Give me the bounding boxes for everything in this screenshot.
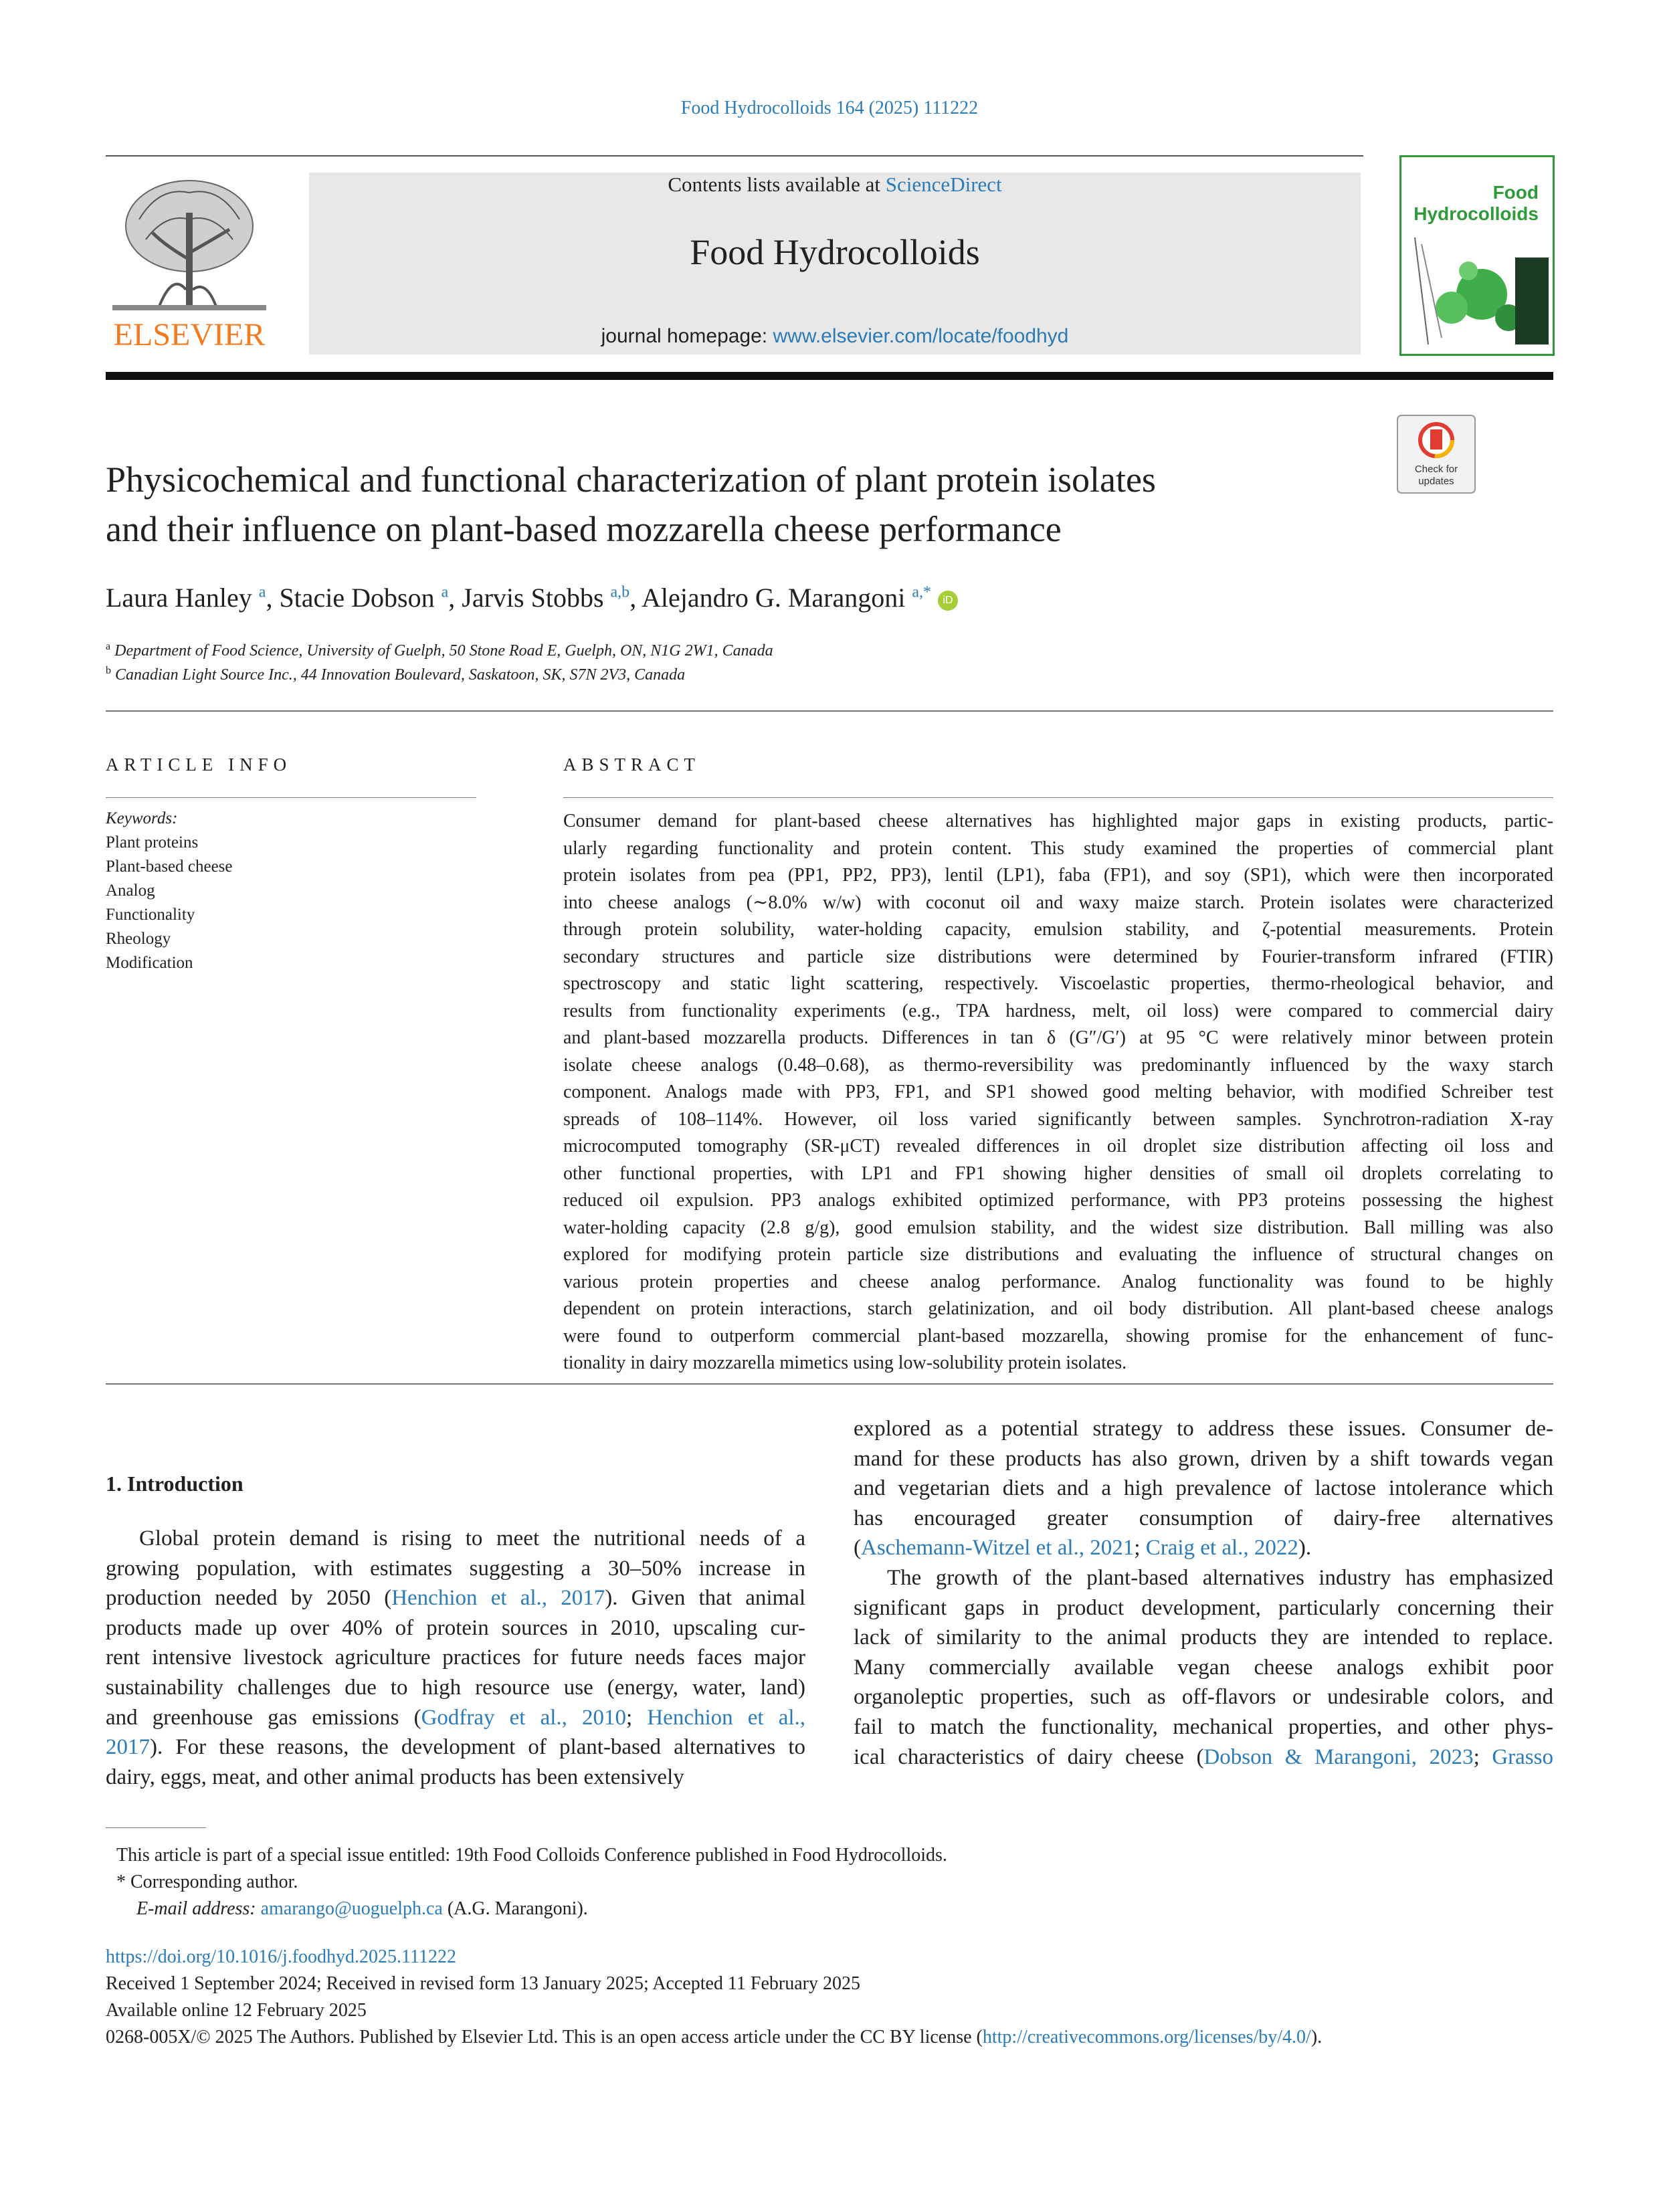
footnote-rule — [106, 1827, 206, 1828]
article-title-line: and their influence on plant-based mozzarella cheese performance — [106, 509, 1062, 549]
citation-link[interactable]: Godfray et al., 2010 — [421, 1705, 627, 1730]
body-text: ; — [1134, 1536, 1146, 1561]
journal-homepage-line — [309, 325, 1361, 348]
abstract-line: isolate cheese analogs (0.48–0.68), as thermo-reversibility was predominantly influenced by the waxy starch — [563, 1054, 1553, 1076]
section-heading-introduction: 1. Introduction — [106, 1472, 243, 1496]
journal-citation[interactable]: Food Hydrocolloids 164 (2025) 111222 — [680, 98, 979, 118]
body-line — [106, 1643, 805, 1673]
abstract-line: dependent on protein interactions, starch gelatinization, and oil body distribution. All plant-based cheese analogs — [563, 1298, 1553, 1319]
check-for-updates-badge[interactable] — [1397, 415, 1476, 494]
author-name[interactable]: Alejandro G. Marangoni — [641, 583, 906, 613]
body-text: explored as a potential strategy to address these issues. Consumer de- — [854, 1417, 1553, 1441]
body-text: mand for these products has also grown, driven by a shift towards vegan — [854, 1446, 1553, 1471]
contents-prefix: Contents lists available at — [668, 173, 886, 196]
abstract-line: other functional properties, with LP1 and FP1 showing higher densities of small oil droplets correlating to — [563, 1163, 1553, 1184]
crossmark-text-line2: updates — [1418, 476, 1454, 487]
abstract-line: tionality in dairy mozzarella mimetics using low-solubility protein isolates. — [563, 1352, 1127, 1373]
doi-link[interactable]: https://doi.org/10.1016/j.foodhyd.2025.111222 — [106, 1946, 456, 1967]
abstract-heading: ABSTRACT — [563, 755, 701, 775]
email-link[interactable]: amarango@uoguelph.ca — [260, 1898, 443, 1919]
body-line — [106, 1613, 805, 1643]
body-text: sustainability challenges due to high resource use (energy, water, land) — [106, 1675, 805, 1700]
body-line — [854, 1593, 1553, 1623]
body-text: lack of similarity to the animal products they are intended to replace. — [854, 1625, 1553, 1650]
body-line — [106, 1583, 805, 1613]
homepage-prefix: journal homepage: — [601, 325, 773, 347]
author-affiliation-mark[interactable]: a,b — [610, 583, 630, 601]
cover-title-line1: Food — [1492, 182, 1539, 203]
abstract-line: were found to outperform commercial plant-based mozzarella, showing promise for the enhancement of func- — [563, 1325, 1553, 1346]
body-column-right — [854, 1414, 1553, 1772]
body-text: ical characteristics of dairy cheese ( — [854, 1744, 1204, 1769]
body-text: ). For these reasons, the development of plant-based alternatives to — [150, 1735, 805, 1760]
contents-line — [309, 173, 1361, 197]
keyword: Plant proteins — [106, 833, 199, 851]
keyword: Plant-based cheese — [106, 858, 233, 876]
body-line — [854, 1712, 1553, 1742]
body-line — [106, 1703, 805, 1733]
body-text: production needed by 2050 ( — [106, 1586, 392, 1611]
license-link[interactable]: http://creativecommons.org/licenses/by/4.0/ — [982, 2027, 1311, 2047]
homepage-link[interactable]: www.elsevier.com/locate/foodhyd — [773, 325, 1069, 347]
sciencedirect-link[interactable]: ScienceDirect — [885, 173, 1002, 196]
body-line — [854, 1682, 1553, 1712]
keyword: Modification — [106, 954, 193, 972]
divider — [106, 1383, 1553, 1385]
body-line — [106, 1732, 805, 1763]
author-separator: , — [266, 583, 280, 613]
keywords-label: Keywords: — [106, 809, 178, 827]
body-line — [106, 1673, 805, 1703]
body-text: has encouraged greater consumption of dairy-free alternatives — [854, 1506, 1553, 1530]
copyright-text: 0268-005X/© 2025 The Authors. Published by Elsevier Ltd. This is an open access article under the CC BY license ( — [106, 2027, 983, 2047]
abstract-line: water-holding capacity (2.8 g/g), good emulsion stability, and the widest size distribution. Ball milling was also — [563, 1217, 1553, 1238]
abstract-line: reduced oil expulsion. PP3 analogs exhibited optimized performance, with PP3 proteins possessing the highest — [563, 1190, 1553, 1211]
body-line — [854, 1474, 1553, 1504]
author-name[interactable]: Stacie Dobson — [279, 583, 435, 613]
header-rule — [106, 155, 1363, 157]
body-text: Many commercially available vegan cheese analogs exhibit poor — [854, 1655, 1553, 1680]
copyright-line — [106, 2027, 1557, 2048]
body-line — [854, 1444, 1553, 1474]
body-line — [854, 1742, 1553, 1773]
abstract-body — [563, 808, 1553, 1377]
citation-link[interactable]: Henchion et al., 2017 — [391, 1586, 605, 1611]
article-title — [106, 455, 1377, 554]
citation-link[interactable]: Grasso — [1492, 1744, 1553, 1769]
abstract-line: Consumer demand for plant-based cheese alternatives has highlighted major gaps in existing products, partic- — [563, 811, 1553, 831]
abstract-line: spreads of 108–114%. However, oil loss varied significantly between samples. Synchrotron-radiation X-ray — [563, 1108, 1553, 1130]
body-line — [854, 1623, 1553, 1653]
affiliation-mark: b — [106, 665, 111, 676]
article-info-heading: ARTICLE INFO — [106, 755, 292, 775]
author-affiliation-mark[interactable]: a,* — [912, 583, 931, 601]
body-text: growing population, with estimates suggesting a 30–50% increase in — [106, 1556, 805, 1581]
citation-link[interactable]: Craig et al., 2022 — [1145, 1536, 1298, 1561]
body-text: The growth of the plant-based alternatives industry has emphasized — [887, 1565, 1553, 1590]
abstract-line: through protein solubility, water-holding capacity, emulsion stability, and ζ-potential measurements. Protein — [563, 919, 1553, 940]
abstract-line: results from functionality experiments (e.g., TPA hardness, melt, oil loss) were compared to commercial dairy — [563, 1000, 1553, 1021]
author-separator: , — [448, 583, 462, 613]
body-text: organoleptic properties, such as off-flavors or undesirable colors, and — [854, 1685, 1553, 1710]
orcid-icon[interactable]: iD — [938, 591, 958, 611]
abstract-line: secondary structures and particle size distributions were determined by Fourier-transform infrared (FTIR) — [563, 946, 1553, 967]
author-list — [106, 582, 1377, 613]
citation-link[interactable]: Aschemann-Witzel et al., 2021 — [861, 1536, 1135, 1561]
abstract-line: ularly regarding functionality and protein content. This study examined the properties of commercial plant — [563, 837, 1553, 859]
journal-cover[interactable] — [1399, 155, 1555, 356]
abstract-line: spectroscopy and static light scattering, respectively. Viscoelastic properties, thermo-rheological behavior, and — [563, 973, 1553, 994]
citation-link[interactable]: 2017 — [106, 1735, 150, 1760]
divider — [106, 797, 476, 798]
author-name[interactable]: Jarvis Stobbs — [462, 583, 604, 613]
email-line — [136, 1898, 588, 1920]
affiliation-text: Department of Food Science, University of Guelph, 50 Stone Road E, Guelph, ON, N1G 2W1, Canada — [114, 642, 773, 660]
affiliation-text: Canadian Light Source Inc., 44 Innovation Boulevard, Saskatoon, SK, S7N 2V3, Canada — [115, 666, 686, 684]
body-column-left — [106, 1524, 805, 1792]
body-text: ). — [1298, 1536, 1312, 1561]
body-text: and vegetarian diets and a high prevalence of lactose intolerance which — [854, 1476, 1553, 1501]
body-text: dairy, eggs, meat, and other animal products has been extensively — [106, 1765, 684, 1789]
body-text: and greenhouse gas emissions ( — [106, 1705, 421, 1730]
body-text: fail to match the functionality, mechanical properties, and other phys- — [854, 1714, 1553, 1739]
body-line — [854, 1414, 1553, 1444]
body-line — [854, 1653, 1553, 1683]
affiliation — [106, 641, 773, 660]
body-text: significant gaps in product development, particularly concerning their — [854, 1595, 1553, 1620]
author-affiliation-mark[interactable]: a — [258, 583, 266, 601]
body-line — [854, 1533, 1553, 1563]
body-text: rent intensive livestock agriculture practices for future needs faces major — [106, 1645, 805, 1670]
keyword: Analog — [106, 882, 155, 900]
abstract-line: protein isolates from pea (PP1, PP2, PP3), lentil (LP1), faba (FP1), and soy (SP1), which were then incorporated — [563, 865, 1553, 886]
abstract-line: and plant-based mozzarella products. Differences in tan δ (G″/G′) at 95 °C were relatively minor between protein — [563, 1027, 1553, 1048]
journal-name: Food Hydrocolloids — [690, 232, 980, 272]
body-line — [854, 1563, 1553, 1593]
divider — [563, 797, 1553, 798]
body-text: ( — [854, 1536, 861, 1561]
author-name[interactable]: Laura Hanley — [106, 583, 252, 613]
body-line — [106, 1554, 805, 1584]
author-affiliation-mark[interactable]: a — [441, 583, 449, 601]
email-label: E-mail address: — [136, 1898, 261, 1919]
citation-link[interactable]: Henchion et al., — [647, 1705, 806, 1730]
elsevier-logo[interactable] — [99, 173, 280, 355]
author-separator: , — [629, 583, 642, 613]
abstract-line: component. Analogs made with PP3, FP1, and SP1 showed good melting behavior, with modified Schreiber test — [563, 1082, 1553, 1102]
body-text: Global protein demand is rising to meet the nutritional needs of a — [139, 1526, 805, 1550]
body-text: ). Given that animal — [605, 1586, 805, 1611]
abstract-line: explored for modifying protein particle size distributions and evaluating the influence of structural changes on — [563, 1244, 1553, 1265]
body-line — [106, 1763, 805, 1793]
body-line — [106, 1524, 805, 1554]
citation-link[interactable]: Dobson & Marangoni, 2023 — [1203, 1744, 1474, 1769]
header-thick-rule — [106, 372, 1553, 380]
abstract-line: various protein properties and cheese analog performance. Analog functionality was found to be highly — [563, 1271, 1553, 1292]
received-dates: Received 1 September 2024; Received in revised form 13 January 2025; Accepted 11 February 2025 — [106, 1973, 860, 1994]
keyword: Functionality — [106, 906, 195, 924]
body-text: ; — [1473, 1744, 1492, 1769]
body-line — [854, 1504, 1553, 1534]
elsevier-logo-text: ELSEVIER — [113, 317, 266, 353]
cover-title-line2: Hydrocolloids — [1413, 203, 1539, 224]
body-text: products made up over 40% of protein sources in 2010, upscaling cur- — [106, 1615, 805, 1640]
body-text: ; — [626, 1705, 648, 1730]
divider — [106, 710, 1553, 712]
available-online: Available online 12 February 2025 — [106, 2000, 367, 2021]
copyright-suffix: ). — [1310, 2027, 1323, 2047]
keyword: Rheology — [106, 930, 171, 948]
corresponding-author-note: * Corresponding author. — [116, 1872, 298, 1892]
abstract-line: microcomputed tomography (SR-μCT) revealed differences in oil droplet size distribution affecting oil loss and — [563, 1136, 1553, 1157]
affiliation-mark: a — [106, 641, 111, 652]
affiliation — [106, 665, 685, 684]
special-issue-note: This article is part of a special issue entitled: 19th Food Colloids Conference published in Food Hydrocolloids. — [116, 1845, 947, 1866]
email-suffix: (A.G. Marangoni). — [442, 1898, 588, 1919]
crossmark-text-line1: Check for — [1414, 464, 1458, 475]
article-title-line: Physicochemical and functional characterization of plant protein isolates — [106, 460, 1156, 500]
abstract-line: into cheese analogs (∼8.0% w/w) with coconut oil and waxy maize starch. Protein isolates were characterized — [563, 892, 1553, 913]
